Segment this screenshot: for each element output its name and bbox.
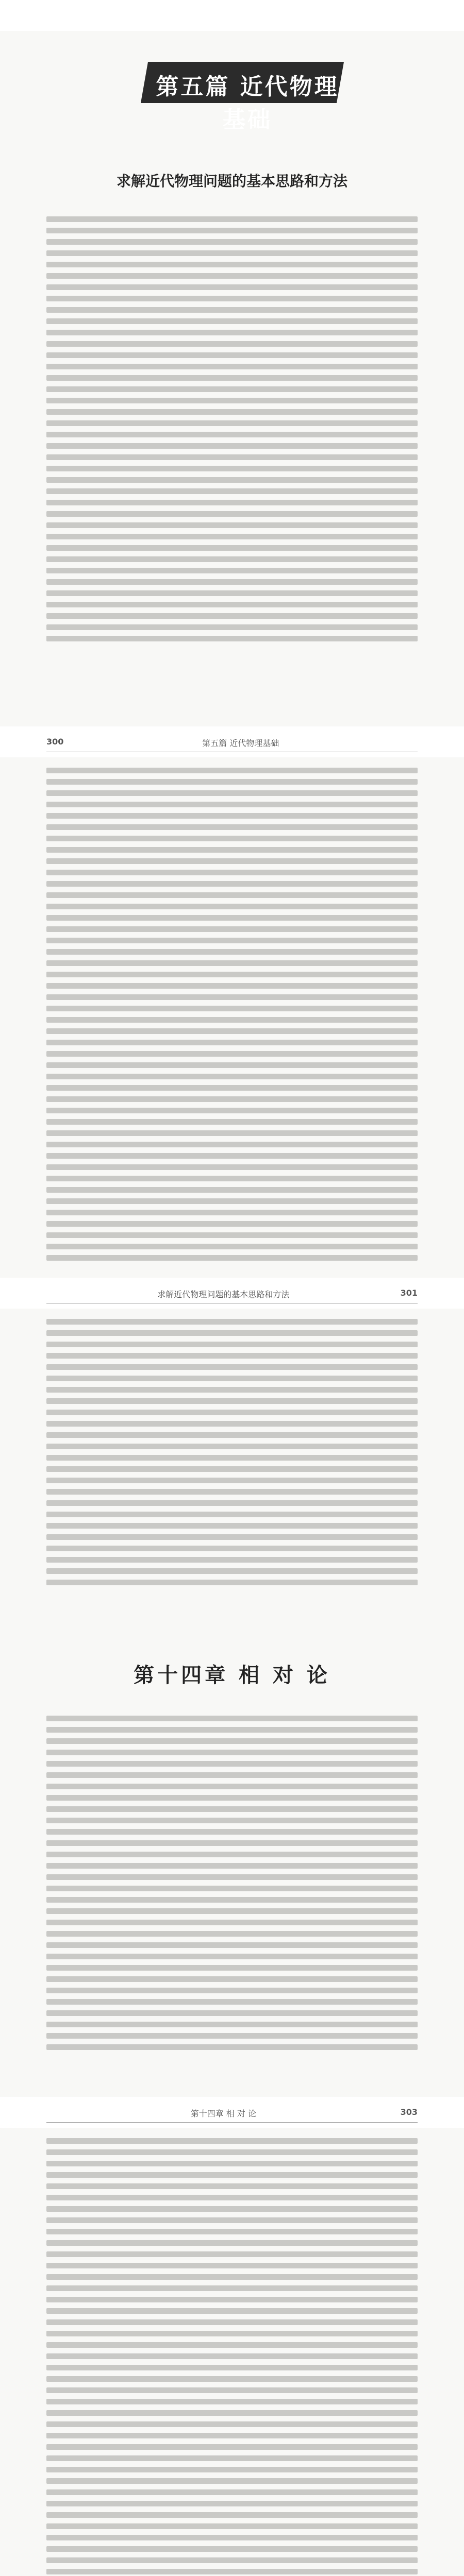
page-number: 301 <box>400 1288 418 1298</box>
body-text-block-5 <box>46 2138 418 2576</box>
body-text-block-4 <box>46 1716 418 2056</box>
running-head-text: 求解近代物理问题的基本思路和方法 <box>157 1290 290 1299</box>
body-text-block-1 <box>46 216 418 647</box>
running-head-page-303 <box>46 2107 418 2123</box>
running-head-text: 第五篇 近代物理基础 <box>202 738 279 748</box>
body-text-block-2 <box>46 768 418 1266</box>
running-head-page-301 <box>46 1288 418 1303</box>
page-number: 303 <box>400 2107 418 2117</box>
body-text-block-3 <box>46 1319 418 1591</box>
chapter-banner-text: 第五篇 近代物理基础 <box>156 74 339 133</box>
running-head-text: 第十四章 相 对 论 <box>190 2109 256 2119</box>
running-head-page-300 <box>46 737 418 752</box>
chapter-title: 第十四章 相 对 论 <box>134 1663 330 1687</box>
page-number: 300 <box>46 737 64 747</box>
article-title: 求解近代物理问题的基本思路和方法 <box>116 173 347 190</box>
